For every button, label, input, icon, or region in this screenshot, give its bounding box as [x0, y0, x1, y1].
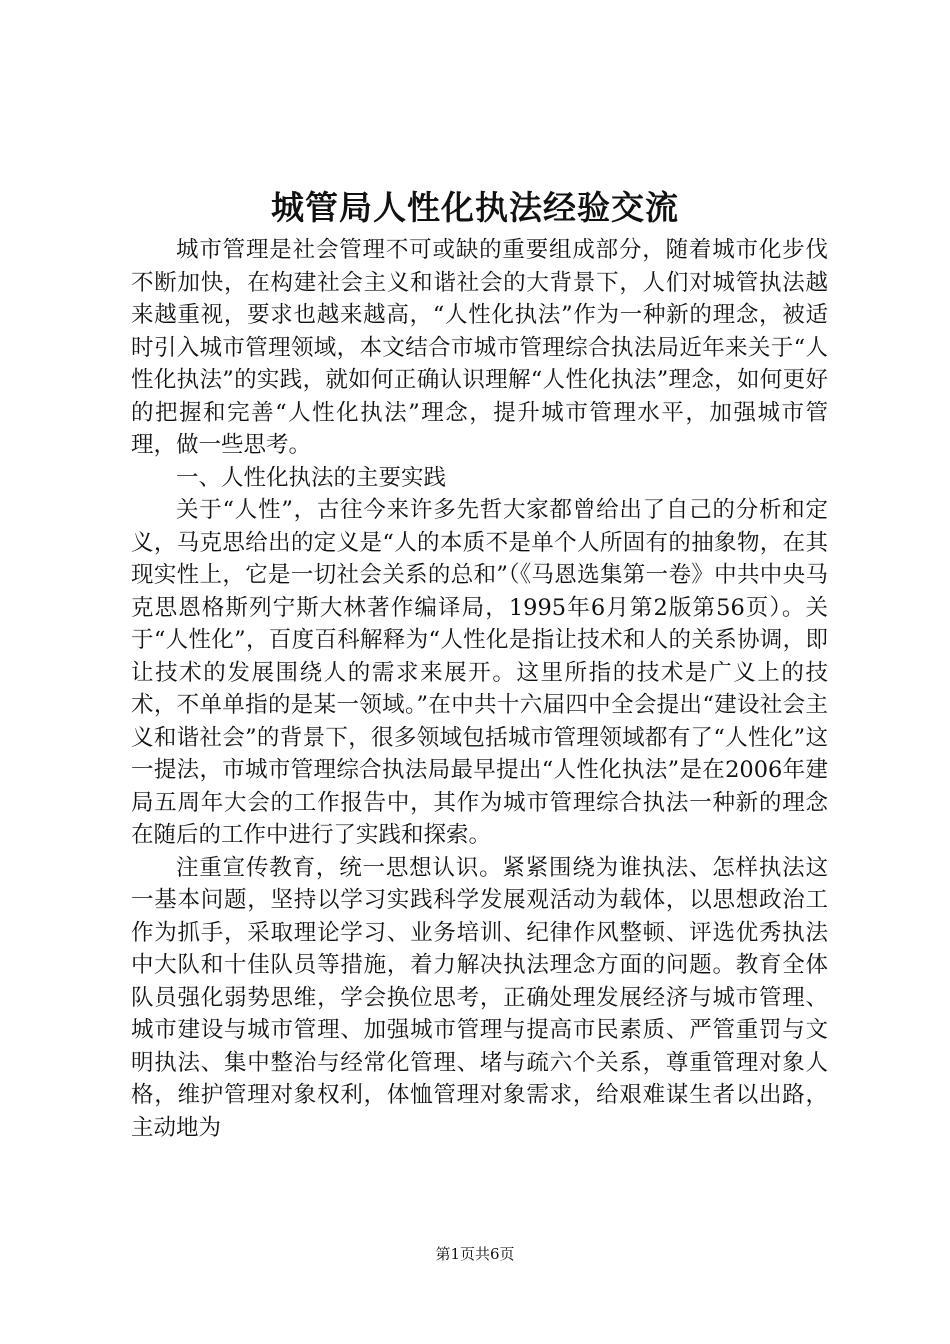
document-title: 城管局人性化执法经验交流 [271, 188, 679, 227]
paragraph-publicity-education: 注重宣传教育，统一思想认识。紧紧围绕为谁执法、怎样执法这一基本问题，坚持以学习实践科学发展观活动为载体，以思想政治工作为抓手，采取理论学习、业务培训、纪律作风整顿、评选优秀执法中大队和十佳队员等措施，着力解决执法理念方面的问题。教育全体队员强化弱势思维，学会换位思考，正确处理发展经济与城市管理、城市建设与城市管理、加强城市管理与提高市民素质、严管重罚与文明执法、集中整治与经常化管理、堵与疏六个关系，尊重管理对象人格，维护管理对象权利，体恤管理对象需求，给艰难谋生者以出路，主动地为 [131, 854, 828, 1141]
page-number: 第1页 [435, 1245, 475, 1263]
section-heading: 一、人性化执法的主要实践 [176, 464, 447, 491]
document-body [131, 234, 828, 1144]
page-total: 共6页 [475, 1245, 515, 1263]
paragraph-intro: 城市管理是社会管理不可或缺的重要组成部分，随着城市化步伐不断加快，在构建社会主义和谐社会的大背景下，人们对城管执法越来越重视，要求也越来越高，“人性化执法”作为一种新的理念，被适时引入城市管理领域，本文结合市城市管理综合执法局近年来关于“人性化执法”的实践，就如何正确认识理解“人性化执法”理念，如何更好的把握和完善“人性化执法”理念，提升城市管理水平，加强城市管理，做一些思考。 [131, 237, 828, 458]
paragraph-humanity-definition: 关于“人性”，古往今来许多先哲大家都曾给出了自己的分析和定义，马克思给出的定义是“人的本质不是单个人所固有的抽象物，在其现实性上，它是一切社会关系的总和”（《马恩选集第一卷》中共中央马克思恩格斯列宁斯大林著作编译局，1995年6月第2版第56页）。关于“人性化”，百度百科解释为“人性化是指让技术和人的关系协调，即让技术的发展围绕人的需求来展开。这里所指的技术是广义上的技术，不单单指的是某一领域。”在中共十六届四中全会提出“建设社会主义和谐社会”的背景下，很多领域包括城市管理领域都有了“人性化”这一提法，市城市管理综合执法局最早提出“人性化执法”是在2006年建局五周年大会的工作报告中，其作为城市管理综合执法一种新的理念在随后的工作中进行了实践和探索。 [131, 497, 828, 848]
page-footer [0, 1244, 950, 1264]
